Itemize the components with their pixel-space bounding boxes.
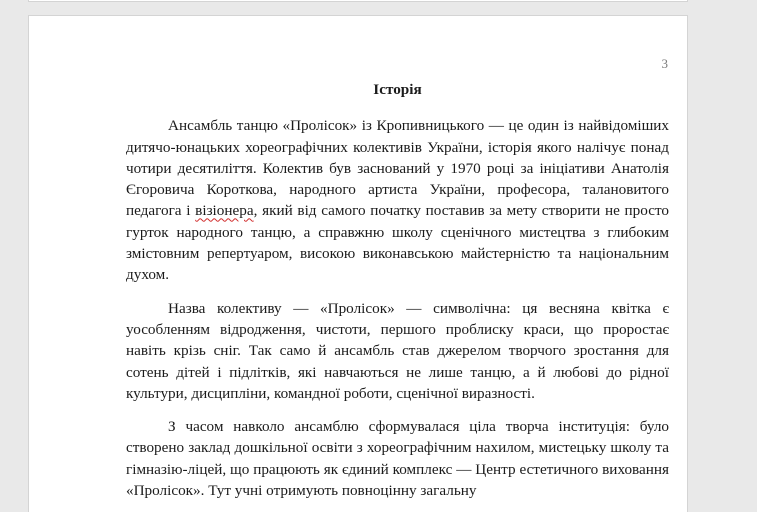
paragraph-3[interactable]: З часом навколо ансамблю сформувалася ціла творча інституція: було створено заклад дошкільної освіти з хореографічним нахилом, мистецьку школу та гімназію-ліцей, що працюють як єдиний комплекс — Центр естетичного виховання «Пролісок». Тут учні отримують повноцінну загальну [126,418,669,500]
document-page[interactable] [28,15,688,512]
previous-page-edge [28,0,688,2]
paragraph-1-text-start[interactable]: Ансамбль танцю «Пролісок» із Кропивницького — це один із найвідоміших дитячо-юнацьких хореографічних колективів України, історія якого налічує понад чотири десятиліття. Колектив був заснований у 1970 році за ініціативи Анатолія Єгоровича Короткова, народного артиста України, професора, талановитого педагога і [126,117,669,220]
paragraph-2[interactable]: Назва колективу — «Пролісок» — символічна: ця весняна квітка є уособленням відродження, чистоти, першого проблиску краси, що проростає навіть крізь сніг. Так само й ансамбль став джерелом творчого зростання для сотень дітей і підлітків, які навчаються не лише танцю, а й любові до рідної культури, дисципліни, командної роботи, сценічної виразності. [126,299,669,402]
document-heading[interactable]: Історія [373,81,422,98]
spelling-error-word[interactable]: візіонера [195,202,254,220]
page-number: 3 [661,56,668,71]
paragraph-1[interactable] [126,115,669,285]
paragraph-1-text-end[interactable]: , який від самого початку поставив за мету створити не просто гурток народного танцю, а справжню школу сценічного мистецтва з глибоким змістовним репертуаром, високою виконавською майстерністю та національним духом. [126,202,669,284]
page-content[interactable] [126,79,669,512]
